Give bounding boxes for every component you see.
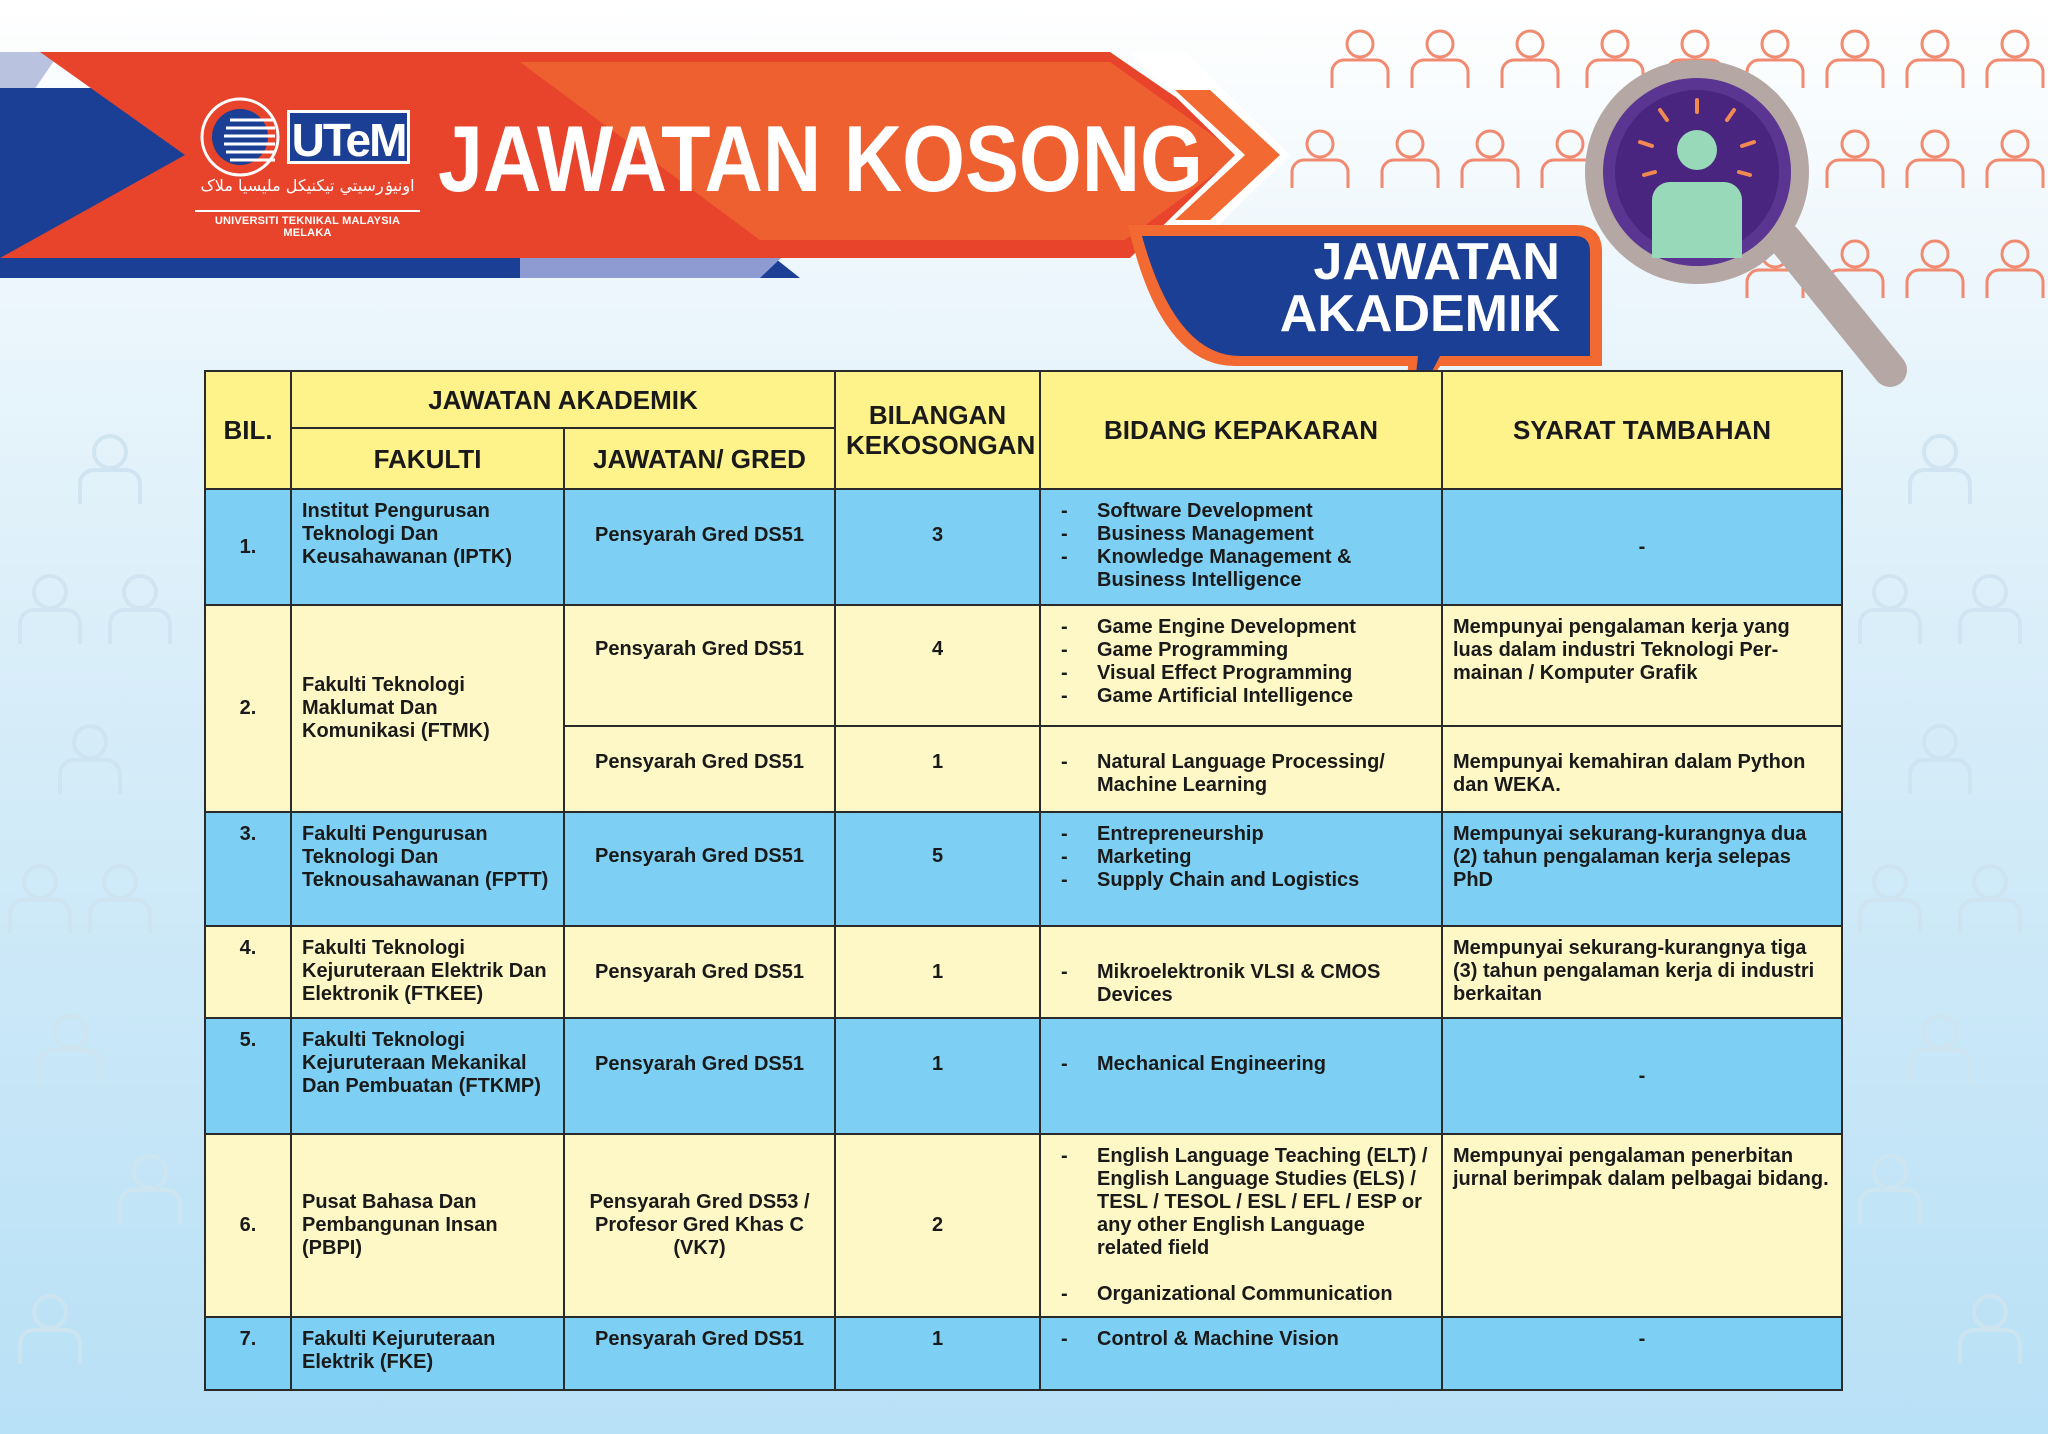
header-fakulti: FAKULTI — [291, 428, 564, 489]
header-syarat: SYARAT TAMBAHAN — [1442, 371, 1842, 489]
cell-bil: 6. — [205, 1134, 291, 1317]
table-row — [205, 605, 1842, 726]
cell-bidang — [1040, 1134, 1442, 1317]
cell-jawatan: Pensyarah Gred DS53 / Profesor Gred Khas C (VK7) — [564, 1134, 835, 1317]
cell-jawatan: Pensyarah Gred DS51 — [564, 726, 835, 812]
bidang-item: - Entrepreneurship — [1061, 823, 1431, 846]
cell-bidang — [1040, 489, 1442, 605]
cell-jawatan: Pensyarah Gred DS51 — [564, 926, 835, 1018]
cell-jawatan: Pensyarah Gred DS51 — [564, 1018, 835, 1134]
bidang-item: - Business Management — [1061, 523, 1431, 546]
cell-bidang — [1040, 1018, 1442, 1134]
logo-wordmark: UTeM — [287, 110, 410, 164]
cell-fakulti: Fakulti Pengurusan Teknologi Dan Teknousahawanan (FPTT) — [291, 812, 564, 926]
cell-bil: 7. — [205, 1317, 291, 1390]
subtitle-line-2: AKADEMIK — [1279, 285, 1560, 343]
utem-logo — [195, 98, 420, 239]
cell-syarat: Mempunyai pengalaman kerja yang luas dalam industri Teknologi Per-mainan / Komputer Grafik — [1442, 605, 1842, 726]
header-jawatan-gred: JAWATAN/ GRED — [564, 428, 835, 489]
bidang-item: - Game Artificial Intelligence — [1061, 685, 1431, 708]
cell-bil: 1. — [205, 489, 291, 605]
cell-syarat: - — [1442, 489, 1842, 605]
cell-fakulti: Fakulti Teknologi Maklumat Dan Komunikasi (FTMK) — [291, 605, 564, 812]
cell-fakulti: Fakulti Teknologi Kejuruteraan Mekanikal Dan Pembuatan (FTKMP) — [291, 1018, 564, 1134]
cell-bidang — [1040, 726, 1442, 812]
table-row — [205, 926, 1842, 1018]
cell-syarat: - — [1442, 1018, 1842, 1134]
cell-bilangan: 5 — [835, 812, 1040, 926]
bidang-item: - Organizational Communication — [1061, 1283, 1431, 1306]
cell-bil: 4. — [205, 926, 291, 1018]
cell-bil: 5. — [205, 1018, 291, 1134]
cell-jawatan: Pensyarah Gred DS51 — [564, 812, 835, 926]
bidang-item: - Natural Language Processing/ Machine Learning — [1061, 751, 1431, 797]
cell-bilangan: 4 — [835, 605, 1040, 726]
logo-university-name: UNIVERSITI TEKNIKAL MALAYSIA MELAKA — [195, 210, 420, 239]
bidang-item: - Control & Machine Vision — [1061, 1328, 1431, 1351]
header-jawatan-akademik: JAWATAN AKADEMIK — [291, 371, 835, 428]
cell-syarat: Mempunyai sekurang-kurangnya tiga (3) tahun pengalaman kerja di industri berkaitan — [1442, 926, 1842, 1018]
header-bil: BIL. — [205, 371, 291, 489]
bidang-item: - Game Engine Development — [1061, 616, 1431, 639]
header-bidang: BIDANG KEPAKARAN — [1040, 371, 1442, 489]
cell-syarat: Mempunyai kemahiran dalam Python dan WEKA. — [1442, 726, 1842, 812]
bidang-item: - Supply Chain and Logistics — [1061, 869, 1431, 892]
subtitle — [1230, 233, 1560, 343]
table-row — [205, 812, 1842, 926]
bidang-item: - Mechanical Engineering — [1061, 1053, 1431, 1076]
vacancy-table — [204, 370, 1843, 1391]
table-row — [205, 1317, 1842, 1390]
cell-syarat: Mempunyai sekurang-kurangnya dua (2) tahun pengalaman kerja selepas PhD — [1442, 812, 1842, 926]
cell-bil: 2. — [205, 605, 291, 812]
cell-bilangan: 1 — [835, 1317, 1040, 1390]
cell-fakulti: Pusat Bahasa Dan Pembangunan Insan (PBPI) — [291, 1134, 564, 1317]
cell-bilangan: 1 — [835, 1018, 1040, 1134]
bidang-item: - Mikroelektronik VLSI & CMOS Devices — [1061, 961, 1431, 1007]
header-bilangan: BILANGAN KEKOSONGAN — [835, 371, 1040, 489]
cell-bilangan: 1 — [835, 726, 1040, 812]
cell-bilangan: 1 — [835, 926, 1040, 1018]
bidang-item: - English Language Teaching (ELT) / English Language Studies (ELS) / TESL / TESOL / ESL / EFL / ESP or any other English Language related field — [1061, 1145, 1431, 1260]
bidang-item: - Marketing — [1061, 846, 1431, 869]
cell-bidang — [1040, 605, 1442, 726]
cell-bil: 3. — [205, 812, 291, 926]
cell-bilangan: 2 — [835, 1134, 1040, 1317]
table-row — [205, 489, 1842, 605]
subtitle-line-1: JAWATAN — [1313, 233, 1560, 291]
cell-fakulti: Fakulti Kejuruteraan Elektrik (FKE) — [291, 1317, 564, 1390]
bidang-item: - Game Programming — [1061, 639, 1431, 662]
magnifier-icon — [1585, 60, 1890, 370]
cell-syarat: Mempunyai pengalaman penerbitan jurnal berimpak dalam pelbagai bidang. — [1442, 1134, 1842, 1317]
bidang-item: - Software Development — [1061, 500, 1431, 523]
table-row — [205, 1018, 1842, 1134]
cell-bidang — [1040, 812, 1442, 926]
cell-bidang — [1040, 1317, 1442, 1390]
cell-jawatan: Pensyarah Gred DS51 — [564, 1317, 835, 1390]
cell-fakulti: Institut Pengurusan Teknologi Dan Keusahawanan (IPTK) — [291, 489, 564, 605]
cell-bilangan: 3 — [835, 489, 1040, 605]
cell-syarat: - — [1442, 1317, 1842, 1390]
logo-jawi-text: اونيۏرسيتي تيکنيکل مليسيا ملاک — [200, 176, 415, 195]
cell-bidang — [1040, 926, 1442, 1018]
bidang-item: - Visual Effect Programming — [1061, 662, 1431, 685]
cell-jawatan: Pensyarah Gred DS51 — [564, 489, 835, 605]
page-title: JAWATAN KOSONG — [438, 106, 1204, 211]
cell-jawatan: Pensyarah Gred DS51 — [564, 605, 835, 726]
table-row — [205, 1134, 1842, 1317]
cell-fakulti: Fakulti Teknologi Kejuruteraan Elektrik Dan Elektronik (FTKEE) — [291, 926, 564, 1018]
bidang-item: - Knowledge Management & Business Intelligence — [1061, 546, 1431, 592]
